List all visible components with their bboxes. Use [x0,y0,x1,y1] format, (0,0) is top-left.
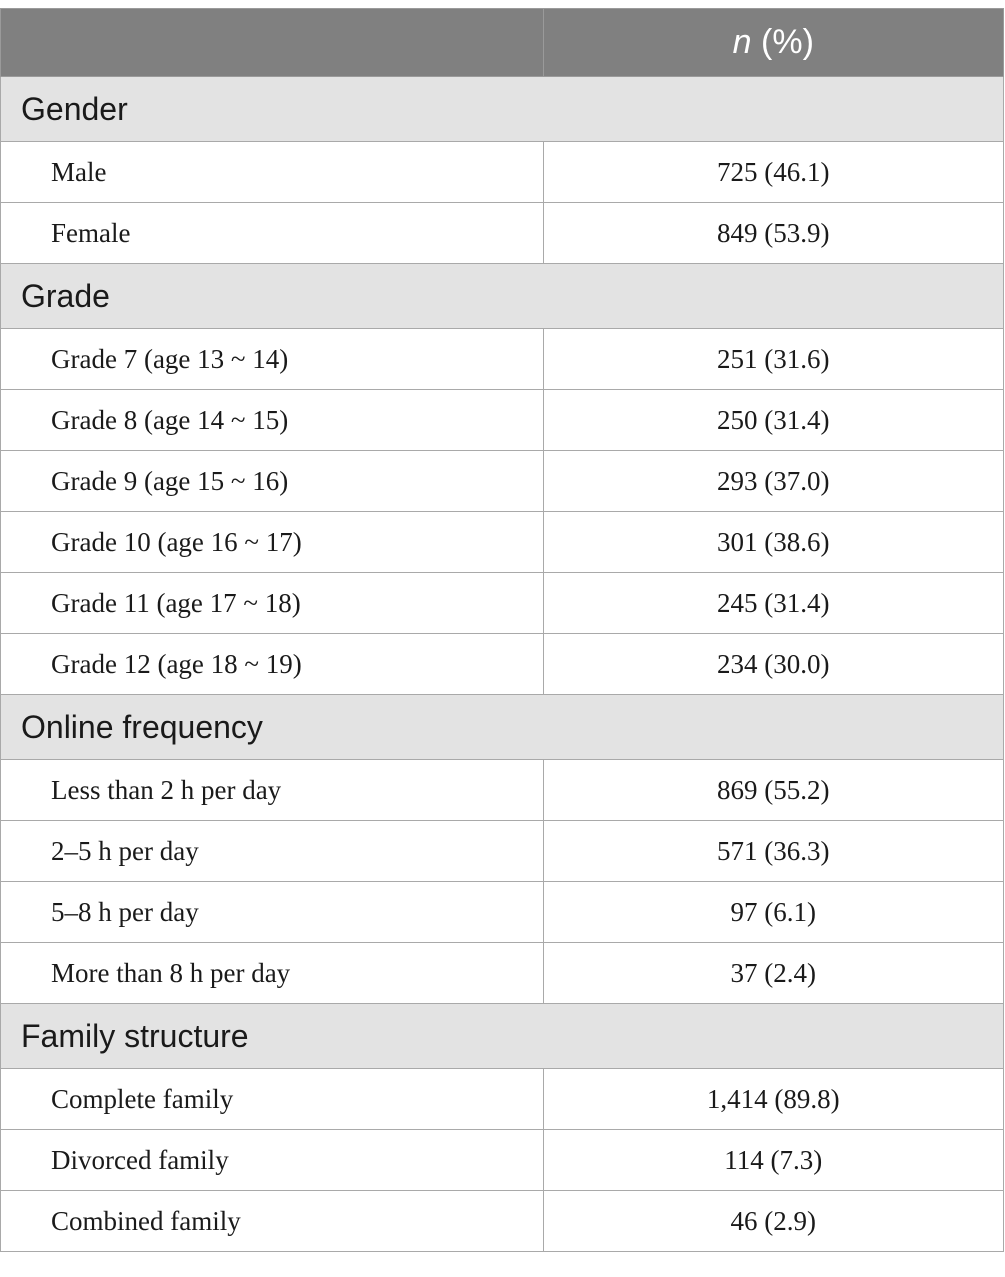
row-value: 1,414 (89.8) [543,1069,1003,1130]
table-row [1,573,1004,634]
section-row-gender [1,77,1004,142]
row-label: Less than 2 h per day [1,760,544,821]
row-label: Grade 7 (age 13 ~ 14) [1,329,544,390]
table-row [1,142,1004,203]
row-value: 250 (31.4) [543,390,1003,451]
row-label: Grade 11 (age 17 ~ 18) [1,573,544,634]
table-header-row [1,9,1004,77]
section-row-grade [1,264,1004,329]
table-row [1,821,1004,882]
row-label: 5–8 h per day [1,882,544,943]
row-value: 97 (6.1) [543,882,1003,943]
row-value: 725 (46.1) [543,142,1003,203]
row-value: 849 (53.9) [543,203,1003,264]
row-label: Grade 9 (age 15 ~ 16) [1,451,544,512]
row-value: 114 (7.3) [543,1130,1003,1191]
row-label: Divorced family [1,1130,544,1191]
row-value: 571 (36.3) [543,821,1003,882]
row-label: Grade 12 (age 18 ~ 19) [1,634,544,695]
row-value: 37 (2.4) [543,943,1003,1004]
table-row [1,1191,1004,1252]
row-value: 234 (30.0) [543,634,1003,695]
row-value: 301 (38.6) [543,512,1003,573]
demographics-table [0,8,1004,1252]
table-row [1,760,1004,821]
row-label: Grade 10 (age 16 ~ 17) [1,512,544,573]
table-row [1,203,1004,264]
row-label: Male [1,142,544,203]
header-cell-n-percent [543,9,1003,77]
section-row-online-frequency [1,695,1004,760]
row-label: Female [1,203,544,264]
table-row [1,1069,1004,1130]
header-cell-category [1,9,544,77]
row-label: Combined family [1,1191,544,1252]
row-label: More than 8 h per day [1,943,544,1004]
row-value: 245 (31.4) [543,573,1003,634]
table-row [1,943,1004,1004]
row-value: 46 (2.9) [543,1191,1003,1252]
row-value: 251 (31.6) [543,329,1003,390]
table-row [1,1130,1004,1191]
table-row [1,512,1004,573]
header-n-label: n [732,23,752,61]
table-row [1,390,1004,451]
row-value: 869 (55.2) [543,760,1003,821]
row-label: 2–5 h per day [1,821,544,882]
section-title: Family structure [1,1004,1004,1069]
section-title: Gender [1,77,1004,142]
table-row [1,882,1004,943]
table-row [1,329,1004,390]
section-title: Grade [1,264,1004,329]
row-label: Complete family [1,1069,544,1130]
table-row [1,634,1004,695]
row-value: 293 (37.0) [543,451,1003,512]
table-row [1,451,1004,512]
row-label: Grade 8 (age 14 ~ 15) [1,390,544,451]
section-row-family-structure [1,1004,1004,1069]
section-title: Online frequency [1,695,1004,760]
header-percent-label: (%) [751,23,814,61]
